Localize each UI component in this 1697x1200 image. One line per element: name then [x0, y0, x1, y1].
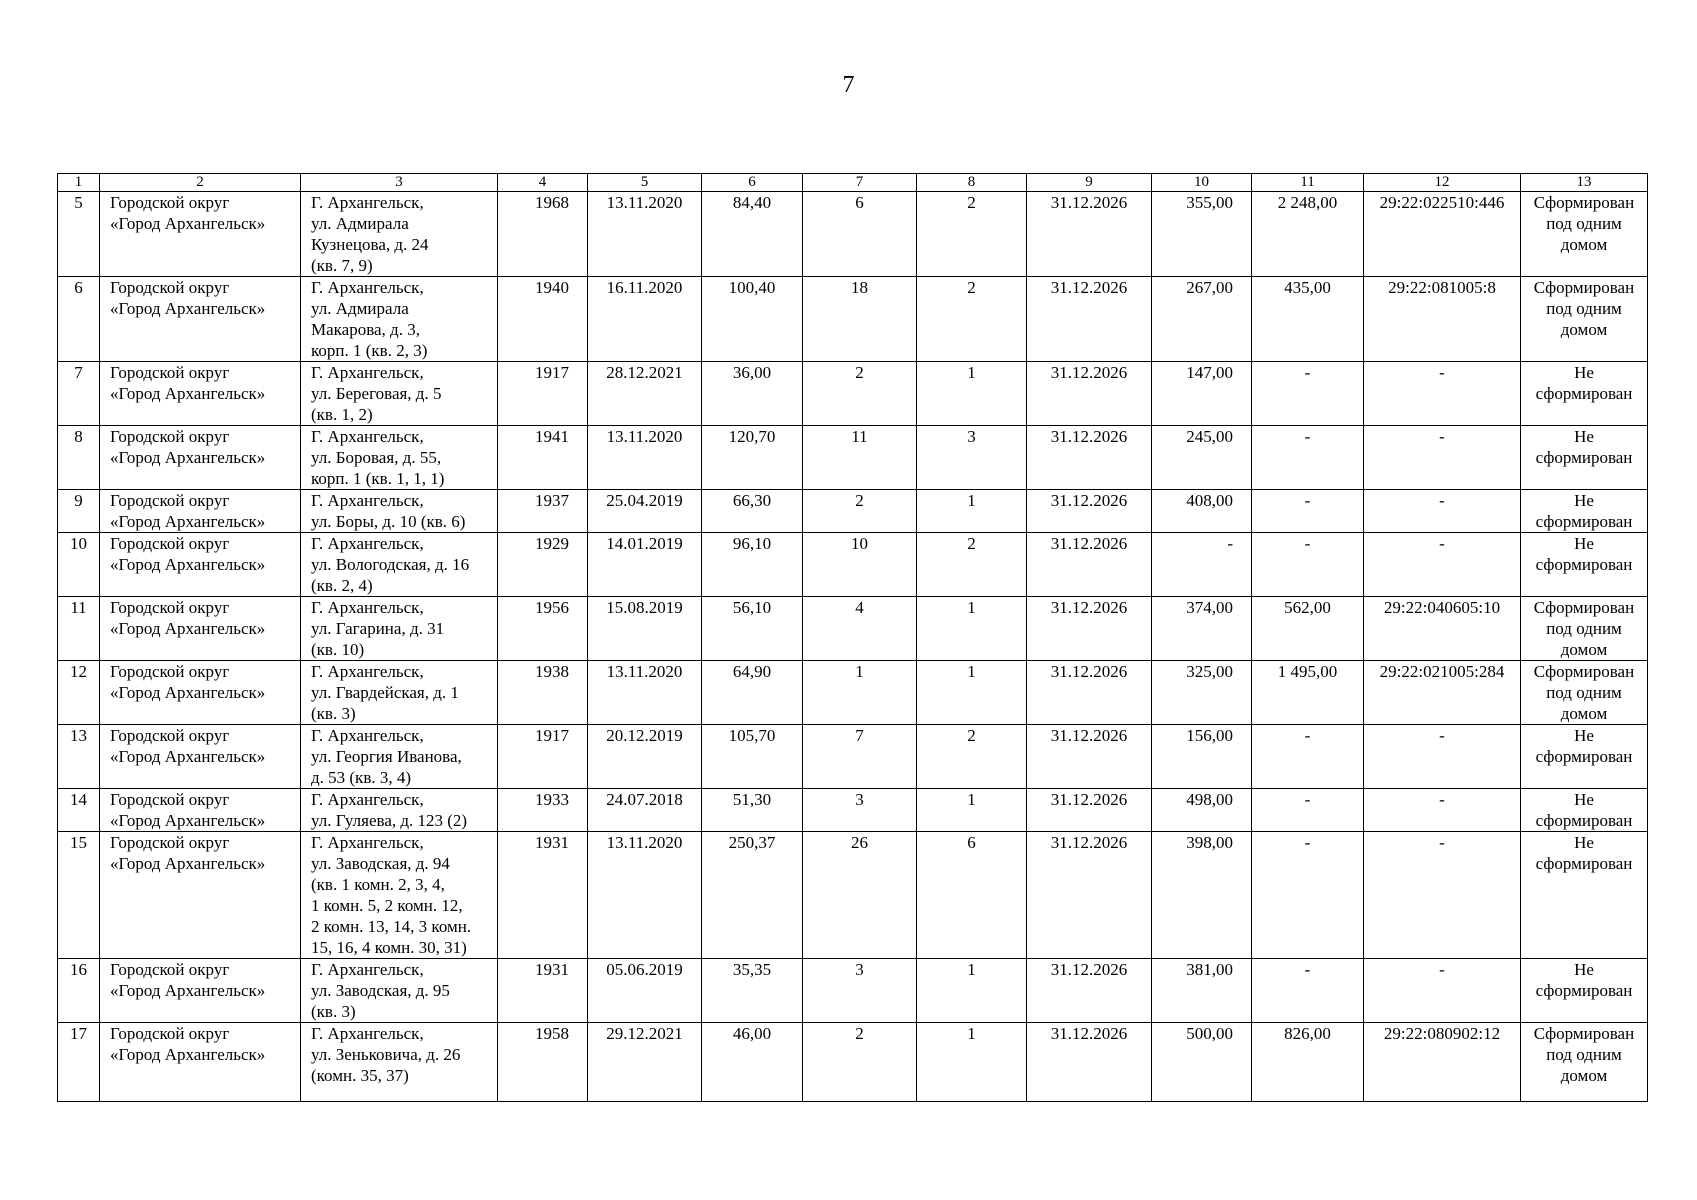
status-cell-line: под одним [1546, 619, 1622, 638]
cadastre-number-cell: - [1364, 725, 1521, 789]
column-11-cell: - [1252, 725, 1364, 789]
address-cell [301, 1023, 498, 1102]
deadline-cell: 31.12.2026 [1027, 597, 1152, 661]
units-cell: 2 [917, 533, 1027, 597]
address-cell-line: Кузнецова, д. 24 [311, 235, 429, 254]
status-cell [1521, 533, 1648, 597]
status-cell [1521, 277, 1648, 362]
area-cell: 36,00 [702, 362, 803, 426]
row-number: 10 [58, 533, 100, 597]
municipality-cell-line: Городской округ [110, 193, 230, 212]
cadastre-number-cell: 29:22:022510:446 [1364, 192, 1521, 277]
row-number: 8 [58, 426, 100, 490]
municipality-cell [100, 725, 301, 789]
column-header-10: 10 [1152, 174, 1252, 192]
column-header-8: 8 [917, 174, 1027, 192]
address-cell-line: ул. Заводская, д. 95 [311, 981, 450, 1000]
date-cell: 05.06.2019 [588, 959, 702, 1023]
date-cell: 28.12.2021 [588, 362, 702, 426]
row-number: 7 [58, 362, 100, 426]
municipality-cell-line: Городской округ [110, 1024, 230, 1043]
row-number: 12 [58, 661, 100, 725]
status-cell [1521, 1023, 1648, 1102]
header-row [58, 174, 1648, 192]
cadastre-number-cell: - [1364, 490, 1521, 533]
table-row [58, 725, 1648, 789]
municipality-cell [100, 789, 301, 832]
municipality-cell-line: Городской округ [110, 534, 230, 553]
persons-cell: 7 [803, 725, 917, 789]
year-cell: 1968 [498, 192, 588, 277]
date-cell: 13.11.2020 [588, 661, 702, 725]
municipality-cell [100, 661, 301, 725]
status-cell [1521, 192, 1648, 277]
column-10-cell: 498,00 [1152, 789, 1252, 832]
units-cell: 1 [917, 1023, 1027, 1102]
units-cell: 3 [917, 426, 1027, 490]
address-cell-line: ул. Вологодская, д. 16 [311, 555, 470, 574]
row-number: 6 [58, 277, 100, 362]
address-cell-line: ул. Гагарина, д. 31 [311, 619, 445, 638]
municipality-cell-line: «Город Архангельск» [110, 384, 266, 403]
column-10-cell: 408,00 [1152, 490, 1252, 533]
persons-cell: 3 [803, 959, 917, 1023]
address-cell-line: 15, 16, 4 комн. 30, 31) [311, 938, 467, 957]
row-number: 14 [58, 789, 100, 832]
units-cell: 1 [917, 789, 1027, 832]
column-10-cell: 147,00 [1152, 362, 1252, 426]
status-cell-line: сформирован [1535, 512, 1633, 531]
status-cell-line: под одним [1546, 683, 1622, 702]
address-cell-line: (комн. 35, 37) [311, 1066, 409, 1085]
column-header-1: 1 [58, 174, 100, 192]
area-cell: 64,90 [702, 661, 803, 725]
persons-cell: 6 [803, 192, 917, 277]
address-cell-line: ул. Боры, д. 10 (кв. 6) [311, 512, 466, 531]
municipality-cell-line: «Город Архангельск» [110, 555, 266, 574]
address-cell-line: корп. 1 (кв. 2, 3) [311, 341, 428, 360]
status-cell-line: сформирован [1535, 981, 1633, 1000]
date-cell: 13.11.2020 [588, 832, 702, 959]
status-cell-line: под одним [1546, 1045, 1622, 1064]
status-cell-line: Сформирован [1533, 278, 1635, 297]
deadline-cell: 31.12.2026 [1027, 277, 1152, 362]
municipality-cell-line: «Город Архангельск» [110, 1045, 266, 1064]
persons-cell: 1 [803, 661, 917, 725]
status-cell-line: Не [1574, 491, 1594, 510]
status-cell-line: сформирован [1535, 811, 1633, 830]
persons-cell: 2 [803, 490, 917, 533]
address-cell-line: Г. Архангельск, [311, 534, 424, 553]
municipality-cell-line: «Город Архангельск» [110, 448, 266, 467]
municipality-cell-line: «Город Архангельск» [110, 214, 266, 233]
registry-table [57, 173, 1648, 1102]
address-cell-line: Г. Архангельск, [311, 363, 424, 382]
status-cell-line: домом [1560, 1066, 1608, 1085]
status-cell [1521, 490, 1648, 533]
municipality-cell-line: Городской округ [110, 427, 230, 446]
area-cell: 100,40 [702, 277, 803, 362]
deadline-cell: 31.12.2026 [1027, 959, 1152, 1023]
column-10-cell: 500,00 [1152, 1023, 1252, 1102]
address-cell-line: ул. Заводская, д. 94 [311, 854, 450, 873]
deadline-cell: 31.12.2026 [1027, 192, 1152, 277]
year-cell: 1940 [498, 277, 588, 362]
area-cell: 35,35 [702, 959, 803, 1023]
persons-cell: 11 [803, 426, 917, 490]
column-10-cell: 374,00 [1152, 597, 1252, 661]
table-row [58, 426, 1648, 490]
address-cell-line: д. 53 (кв. 3, 4) [311, 768, 412, 787]
area-cell: 66,30 [702, 490, 803, 533]
area-cell: 46,00 [702, 1023, 803, 1102]
date-cell: 13.11.2020 [588, 426, 702, 490]
year-cell: 1958 [498, 1023, 588, 1102]
persons-cell: 18 [803, 277, 917, 362]
address-cell-line: Г. Архангельск, [311, 278, 424, 297]
status-cell-line: Сформирован [1533, 598, 1635, 617]
date-cell: 15.08.2019 [588, 597, 702, 661]
address-cell-line: (кв. 1 комн. 2, 3, 4, [311, 875, 445, 894]
municipality-cell [100, 1023, 301, 1102]
units-cell: 1 [917, 959, 1027, 1023]
municipality-cell-line: Городской округ [110, 491, 230, 510]
deadline-cell: 31.12.2026 [1027, 490, 1152, 533]
address-cell [301, 426, 498, 490]
column-11-cell: - [1252, 490, 1364, 533]
units-cell: 1 [917, 661, 1027, 725]
table-row [58, 597, 1648, 661]
column-11-cell: 1 495,00 [1252, 661, 1364, 725]
column-10-cell: 355,00 [1152, 192, 1252, 277]
address-cell-line: Г. Архангельск, [311, 491, 424, 510]
status-cell [1521, 597, 1648, 661]
table-row [58, 789, 1648, 832]
column-11-cell: 562,00 [1252, 597, 1364, 661]
row-number: 17 [58, 1023, 100, 1102]
deadline-cell: 31.12.2026 [1027, 661, 1152, 725]
address-cell-line: (кв. 7, 9) [311, 256, 373, 275]
status-cell-line: Не [1574, 427, 1594, 446]
column-10-cell: 325,00 [1152, 661, 1252, 725]
deadline-cell: 31.12.2026 [1027, 1023, 1152, 1102]
date-cell: 24.07.2018 [588, 789, 702, 832]
date-cell: 14.01.2019 [588, 533, 702, 597]
address-cell-line: (кв. 10) [311, 640, 365, 659]
date-cell: 13.11.2020 [588, 192, 702, 277]
cadastre-number-cell: 29:22:081005:8 [1364, 277, 1521, 362]
status-cell-line: Не [1574, 534, 1594, 553]
municipality-cell [100, 490, 301, 533]
status-cell-line: домом [1560, 640, 1608, 659]
table-row [58, 832, 1648, 959]
persons-cell: 2 [803, 1023, 917, 1102]
municipality-cell-line: Городской округ [110, 726, 230, 745]
municipality-cell-line: Городской округ [110, 278, 230, 297]
municipality-cell-line: Городской округ [110, 833, 230, 852]
municipality-cell-line: Городской округ [110, 960, 230, 979]
column-11-cell: - [1252, 789, 1364, 832]
table-row [58, 959, 1648, 1023]
status-cell-line: Не [1574, 833, 1594, 852]
deadline-cell: 31.12.2026 [1027, 533, 1152, 597]
units-cell: 1 [917, 597, 1027, 661]
address-cell-line: корп. 1 (кв. 1, 1, 1) [311, 469, 445, 488]
status-cell-line: Не [1574, 726, 1594, 745]
persons-cell: 10 [803, 533, 917, 597]
status-cell-line: сформирован [1535, 854, 1633, 873]
row-number: 13 [58, 725, 100, 789]
municipality-cell-line: Городской округ [110, 598, 230, 617]
table-row [58, 661, 1648, 725]
address-cell [301, 277, 498, 362]
address-cell-line: (кв. 1, 2) [311, 405, 373, 424]
municipality-cell [100, 426, 301, 490]
address-cell [301, 597, 498, 661]
address-cell-line: Макарова, д. 3, [311, 320, 420, 339]
municipality-cell [100, 533, 301, 597]
address-cell-line: Г. Архангельск, [311, 833, 424, 852]
municipality-cell-line: «Город Архангельск» [110, 683, 266, 702]
address-cell-line: (кв. 2, 4) [311, 576, 373, 595]
row-number: 9 [58, 490, 100, 533]
cadastre-number-cell: 29:22:080902:12 [1364, 1023, 1521, 1102]
column-header-2: 2 [100, 174, 301, 192]
municipality-cell-line: «Город Архангельск» [110, 747, 266, 766]
table-row [58, 277, 1648, 362]
column-header-13: 13 [1521, 174, 1648, 192]
status-cell [1521, 789, 1648, 832]
year-cell: 1931 [498, 832, 588, 959]
municipality-cell-line: Городской округ [110, 363, 230, 382]
cadastre-number-cell: - [1364, 362, 1521, 426]
address-cell-line: ул. Береговая, д. 5 [311, 384, 442, 403]
municipality-cell [100, 832, 301, 959]
address-cell [301, 832, 498, 959]
year-cell: 1937 [498, 490, 588, 533]
column-11-cell: - [1252, 959, 1364, 1023]
year-cell: 1933 [498, 789, 588, 832]
cadastre-number-cell: - [1364, 832, 1521, 959]
status-cell-line: Сформирован [1533, 193, 1635, 212]
address-cell-line: ул. Гуляева, д. 123 (2) [311, 811, 468, 830]
address-cell [301, 661, 498, 725]
cadastre-number-cell: - [1364, 533, 1521, 597]
column-header-9: 9 [1027, 174, 1152, 192]
deadline-cell: 31.12.2026 [1027, 832, 1152, 959]
municipality-cell-line: «Город Архангельск» [110, 811, 266, 830]
table-row [58, 533, 1648, 597]
deadline-cell: 31.12.2026 [1027, 426, 1152, 490]
table-row [58, 192, 1648, 277]
persons-cell: 4 [803, 597, 917, 661]
cadastre-number-cell: 29:22:040605:10 [1364, 597, 1521, 661]
municipality-cell-line: «Город Архангельск» [110, 512, 266, 531]
address-cell-line: Г. Архангельск, [311, 662, 424, 681]
date-cell: 29.12.2021 [588, 1023, 702, 1102]
address-cell-line: Г. Архангельск, [311, 790, 424, 809]
status-cell-line: домом [1560, 320, 1608, 339]
deadline-cell: 31.12.2026 [1027, 789, 1152, 832]
column-11-cell: - [1252, 362, 1364, 426]
address-cell [301, 725, 498, 789]
table-body [58, 192, 1648, 1102]
address-cell [301, 192, 498, 277]
address-cell [301, 533, 498, 597]
year-cell: 1917 [498, 362, 588, 426]
row-number: 11 [58, 597, 100, 661]
status-cell-line: Сформирован [1533, 662, 1635, 681]
persons-cell: 26 [803, 832, 917, 959]
column-header-6: 6 [702, 174, 803, 192]
row-number: 5 [58, 192, 100, 277]
status-cell-line: Не [1574, 960, 1594, 979]
column-11-cell: 826,00 [1252, 1023, 1364, 1102]
status-cell [1521, 661, 1648, 725]
column-11-cell: - [1252, 426, 1364, 490]
address-cell-line: ул. Адмирала [311, 299, 409, 318]
column-11-cell: - [1252, 533, 1364, 597]
address-cell-line: Г. Архангельск, [311, 1024, 424, 1043]
status-cell-line: сформирован [1535, 384, 1633, 403]
address-cell-line: 1 комн. 5, 2 комн. 12, [311, 896, 463, 915]
status-cell [1521, 832, 1648, 959]
address-cell-line: ул. Гвардейская, д. 1 [311, 683, 459, 702]
status-cell-line: под одним [1546, 299, 1622, 318]
area-cell: 96,10 [702, 533, 803, 597]
address-cell [301, 789, 498, 832]
address-cell-line: Г. Архангельск, [311, 726, 424, 745]
column-11-cell: 435,00 [1252, 277, 1364, 362]
units-cell: 2 [917, 192, 1027, 277]
column-header-4: 4 [498, 174, 588, 192]
area-cell: 120,70 [702, 426, 803, 490]
date-cell: 16.11.2020 [588, 277, 702, 362]
column-10-cell: 381,00 [1152, 959, 1252, 1023]
municipality-cell-line: «Город Архангельск» [110, 299, 266, 318]
address-cell-line: (кв. 3) [311, 1002, 356, 1021]
status-cell-line: домом [1560, 704, 1608, 723]
column-11-cell: 2 248,00 [1252, 192, 1364, 277]
deadline-cell: 31.12.2026 [1027, 362, 1152, 426]
page-number: 7 [842, 72, 855, 98]
cadastre-number-cell: - [1364, 789, 1521, 832]
column-11-cell: - [1252, 832, 1364, 959]
units-cell: 6 [917, 832, 1027, 959]
units-cell: 1 [917, 362, 1027, 426]
column-header-7: 7 [803, 174, 917, 192]
area-cell: 51,30 [702, 789, 803, 832]
address-cell [301, 362, 498, 426]
year-cell: 1938 [498, 661, 588, 725]
column-header-5: 5 [588, 174, 702, 192]
status-cell-line: Не [1574, 363, 1594, 382]
units-cell: 1 [917, 490, 1027, 533]
address-cell-line: Г. Архангельск, [311, 960, 424, 979]
status-cell [1521, 426, 1648, 490]
units-cell: 2 [917, 725, 1027, 789]
persons-cell: 3 [803, 789, 917, 832]
municipality-cell-line: «Город Архангельск» [110, 854, 266, 873]
column-10-cell: 156,00 [1152, 725, 1252, 789]
area-cell: 84,40 [702, 192, 803, 277]
municipality-cell [100, 192, 301, 277]
status-cell-line: сформирован [1535, 448, 1633, 467]
address-cell-line: ул. Георгия Иванова, [311, 747, 462, 766]
column-header-12: 12 [1364, 174, 1521, 192]
year-cell: 1931 [498, 959, 588, 1023]
status-cell [1521, 362, 1648, 426]
year-cell: 1929 [498, 533, 588, 597]
address-cell-line: ул. Зеньковича, д. 26 [311, 1045, 461, 1064]
row-number: 16 [58, 959, 100, 1023]
persons-cell: 2 [803, 362, 917, 426]
status-cell-line: под одним [1546, 214, 1622, 233]
year-cell: 1917 [498, 725, 588, 789]
municipality-cell-line: Городской округ [110, 790, 230, 809]
date-cell: 25.04.2019 [588, 490, 702, 533]
status-cell-line: Сформирован [1533, 1024, 1635, 1043]
address-cell-line: 2 комн. 13, 14, 3 комн. [311, 917, 472, 936]
year-cell: 1956 [498, 597, 588, 661]
table-row [58, 490, 1648, 533]
table-row [58, 1023, 1648, 1102]
column-10-cell: 245,00 [1152, 426, 1252, 490]
address-cell [301, 490, 498, 533]
date-cell: 20.12.2019 [588, 725, 702, 789]
table-row [58, 362, 1648, 426]
cadastre-number-cell: - [1364, 959, 1521, 1023]
municipality-cell-line: «Город Архангельск» [110, 981, 266, 1000]
municipality-cell [100, 362, 301, 426]
municipality-cell [100, 959, 301, 1023]
municipality-cell [100, 597, 301, 661]
address-cell-line: Г. Архангельск, [311, 427, 424, 446]
area-cell: 105,70 [702, 725, 803, 789]
address-cell [301, 959, 498, 1023]
address-cell-line: Г. Архангельск, [311, 598, 424, 617]
status-cell-line: Не [1574, 790, 1594, 809]
column-header-11: 11 [1252, 174, 1364, 192]
status-cell [1521, 725, 1648, 789]
municipality-cell-line: «Город Архангельск» [110, 619, 266, 638]
status-cell-line: сформирован [1535, 555, 1633, 574]
municipality-cell-line: Городской округ [110, 662, 230, 681]
area-cell: 56,10 [702, 597, 803, 661]
column-10-cell: 398,00 [1152, 832, 1252, 959]
row-number: 15 [58, 832, 100, 959]
address-cell-line: ул. Боровая, д. 55, [311, 448, 442, 467]
column-10-cell: 267,00 [1152, 277, 1252, 362]
status-cell [1521, 959, 1648, 1023]
municipality-cell [100, 277, 301, 362]
address-cell-line: Г. Архангельск, [311, 193, 424, 212]
column-10-cell: - [1152, 533, 1252, 597]
status-cell-line: сформирован [1535, 747, 1633, 766]
deadline-cell: 31.12.2026 [1027, 725, 1152, 789]
units-cell: 2 [917, 277, 1027, 362]
status-cell-line: домом [1560, 235, 1608, 254]
cadastre-number-cell: 29:22:021005:284 [1364, 661, 1521, 725]
column-header-3: 3 [301, 174, 498, 192]
year-cell: 1941 [498, 426, 588, 490]
cadastre-number-cell: - [1364, 426, 1521, 490]
address-cell-line: ул. Адмирала [311, 214, 409, 233]
area-cell: 250,37 [702, 832, 803, 959]
address-cell-line: (кв. 3) [311, 704, 356, 723]
